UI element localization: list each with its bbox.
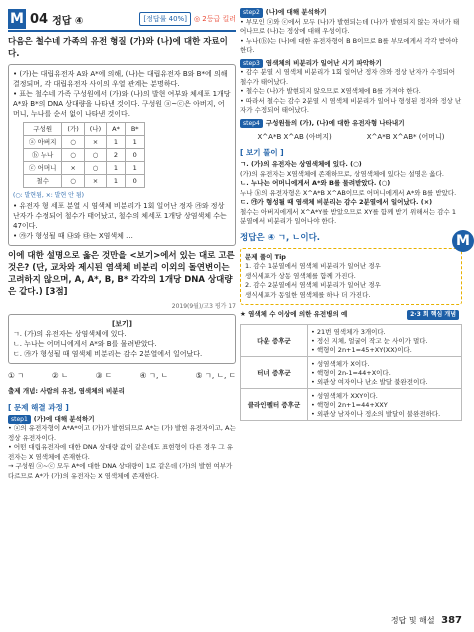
bogi-answer-1: ㄱ. (가)의 유전자는 상염색체에 있다. (○)	[240, 160, 362, 168]
step2-line: • 부모인 ⓐ와 ⓒ에서 모두 (나)가 발현되는데 (나)가 발현되지 않는 자녀가 태어나므로 (나)는 정상에 대해 우성이다.	[240, 17, 460, 35]
page-footer	[391, 615, 462, 626]
table-cell: 0	[125, 175, 144, 188]
question-header	[8, 8, 236, 32]
disease-table-title: ★ 염색체 수 이상에 의한 유전병의 예	[240, 310, 348, 318]
section-tab-marker: M	[452, 230, 474, 252]
bogi-explain-2: 누나 ⓑ의 유전자형은 X^A*B X^AB이므로 어머니에게서 A*와 B를 받았다.	[240, 188, 457, 197]
disease-label: 터너 증후군	[241, 356, 308, 388]
table-legend: (○: 발현됨, ×: 발현 안 됨)	[13, 192, 85, 199]
disease-table	[240, 324, 462, 421]
step2-title: (나)에 대해 분석하기	[265, 8, 327, 16]
disease-detail	[308, 388, 462, 420]
tip-line: 1. 감수 1분열에서 염색체 비분리가 일어난 경우	[245, 262, 381, 270]
table-cell: 1	[107, 175, 126, 188]
data-table	[23, 122, 145, 188]
bogi-item: ㄱ. (가)의 유전자는 상염색체에 있다.	[13, 330, 127, 338]
concept-note: 출제 개념: 사람의 유전, 염색체의 비분리	[8, 387, 125, 395]
table-header: A*	[107, 123, 126, 136]
table-header: (가)	[62, 123, 84, 136]
step4-title: 구성원들의 (가), (나)에 대한 유전자형 나타내기	[265, 118, 405, 127]
table-row	[24, 149, 145, 162]
disease-detail	[308, 356, 462, 388]
right-column	[240, 8, 462, 421]
detail-line: • 핵형이 2n+1=45+XY(XX)이다.	[311, 345, 412, 354]
bogi-item: ㄴ. 누나는 어머니에게서 A*와 B를 물려받았다.	[13, 340, 157, 348]
table-header: (나)	[84, 123, 106, 136]
step3-line: • 따라서 철수는 감수 2분열 시 염색체 비분리가 일어나 형성된 정자와 정상 난자가 수정되어 태어났다.	[240, 96, 462, 114]
step1-line: • ⓐ의 유전자형이 A*A*이고 (가)가 발현되므로 A*는 (가) 발현 유전자이고, A는 정상 유전자이다.	[8, 424, 236, 442]
answer-choices	[8, 370, 236, 381]
bogi-explain-3: 철수는 아버지에게서 X^A*Y를 받았으므로 XY를 함께 받기 위해서는 감수 1분열에서 비분리가 일어나야 한다.	[240, 207, 456, 225]
table-cell: 1	[107, 162, 126, 175]
table-cell: ⓒ 어머니	[24, 162, 62, 175]
detail-line: • 외관상 남자이나 정소의 발달이 불완전하다.	[311, 409, 441, 418]
step1-title: (가)에 대해 분석하기	[33, 414, 95, 423]
table-row	[241, 388, 462, 420]
condition-4: • ㉮가 형성될 때 ㉯와 ㉰는 X염색체 ...	[13, 232, 133, 240]
table-cell: 2	[107, 149, 126, 162]
disease-label: 다운 증후군	[241, 324, 308, 356]
table-row	[24, 175, 145, 188]
bogi-box	[8, 314, 236, 364]
step-tag: step1	[8, 415, 31, 425]
tip-line: 생식세포가 상동 염색체를 함께 가진다.	[245, 271, 356, 280]
answer-label: 정답 ④	[52, 15, 84, 27]
left-column	[8, 8, 236, 481]
detail-line: • 성염색체가 XXY이다.	[311, 391, 378, 400]
bogi-explain-1: (가)의 유전자는 X염색체에 존재하므로, 상염색체에 있다는 설명은 옳다.	[240, 169, 444, 178]
difficulty-badge: ◎ 2등급 킬러	[193, 15, 236, 23]
core-concept-badge: 2·3 회 핵심 개념	[407, 310, 459, 320]
step3-line: • 감수 분열 시 염색체 비분리가 1회 일어난 정자 ㉮와 정상 난자가 수정되어 철수가 태어났다.	[240, 68, 456, 86]
disease-detail	[308, 324, 462, 356]
question-number: 04	[30, 11, 49, 27]
step3-title: 염색체의 비분리가 일어난 시기 파악하기	[265, 58, 382, 67]
condition-3: • 유전자 형 세포 분열 시 염색체 비분리가 1회 일어난 정자 ㉮와 정상 난자가 수정되어 철수가 태어났고, 철수의 체세포 1개당 상염색체 수는 47이다.	[13, 202, 227, 230]
table-cell: ⓑ 누나	[24, 149, 62, 162]
genotype-figure	[240, 132, 462, 142]
step-tag: step3	[240, 59, 263, 69]
step1-line: • 어떤 대립유전자에 대한 DNA 상대량 값이 같은데도 표현형이 다른 경우 그 유전자는 X 염색체에 존재한다.	[8, 443, 234, 461]
father-genotype: X^A*B X^AB (아버지)	[257, 133, 332, 141]
table-cell: 0	[125, 149, 144, 162]
table-cell: ○	[62, 175, 84, 188]
tip-box	[240, 248, 462, 306]
step2-line: • 누나(ⓑ)는 (나)에 대한 유전자형이 B B이므로 B를 부모에게서 각각 받아야한다.	[240, 36, 458, 54]
table-row	[24, 136, 145, 149]
footer-label: 정답 및 해설	[390, 616, 435, 625]
conditions-box	[8, 64, 236, 246]
table-cell: ○	[62, 136, 84, 149]
step3-line: • 철수는 (나)가 발현되지 않으므로 X염색체에 B를 가져야 한다.	[240, 87, 421, 95]
choice-1[interactable]: ① ㄱ	[8, 371, 25, 380]
bogi-solution-title: [ 보기 풀이 ]	[240, 148, 284, 157]
table-cell: ×	[84, 136, 106, 149]
table-cell: ○	[62, 149, 84, 162]
table-row	[24, 162, 145, 175]
table-cell: ×	[62, 162, 84, 175]
detail-line: • 21번 염색체가 3개이다.	[311, 327, 386, 336]
detail-line: • 외관상 여자이나 난소 발달 불완전이다.	[311, 377, 428, 386]
table-cell: ○	[84, 162, 106, 175]
final-answer: 정답은 ④ ㄱ, ㄴ이다.	[240, 232, 321, 243]
step1-line: → 구성원 ⓐ~ⓒ 모두 A*에 대한 DNA 상대량이 1로 같은데 (가)의 발현 여부가 다르므로 A*가 (가)의 유전자는 X 염색체에 존재한다.	[8, 462, 233, 480]
section-badge: M	[8, 9, 26, 29]
condition-1: • (가)는 대립유전자 A와 A*에 의해, (나)는 대립유전자 B와 B*에 의해 결정되며, 각 대립유전자 사이의 우열 관계는 분명하다.	[13, 70, 228, 88]
page-number: 387	[441, 615, 462, 626]
step-tag: step4	[240, 119, 263, 129]
step-tag: step2	[240, 8, 263, 18]
question-text: 다음은 철수네 가족의 유전 형질 (가)와 (나)에 대한 자료이다.	[8, 37, 228, 59]
table-cell: 1	[107, 136, 126, 149]
table-row	[241, 356, 462, 388]
choice-5[interactable]: ⑤ ㄱ, ㄴ, ㄷ	[195, 371, 236, 380]
bogi-item: ㄷ. ㉮가 형성될 때 염색체 비분리는 감수 2분열에서 일어났다.	[13, 350, 203, 358]
bogi-answer-2: ㄴ. 누나는 어머니에게서 A*와 B를 물려받았다. (○)	[240, 179, 391, 187]
table-cell: 1	[125, 136, 144, 149]
table-cell: ○	[84, 149, 106, 162]
answer-rate: [정답률 40%]	[139, 12, 191, 26]
choice-4[interactable]: ④ ㄱ, ㄴ	[139, 371, 169, 380]
bogi-answer-3: ㄷ. ㉮가 형성될 때 염색체 비분리는 감수 2분열에서 일어났다. (×)	[240, 198, 433, 206]
table-cell: ⓐ 아버지	[24, 136, 62, 149]
choice-2[interactable]: ② ㄴ	[51, 371, 69, 380]
table-row	[241, 324, 462, 356]
solution-title: [ 문제 해결 과정 ]	[8, 402, 69, 412]
disease-table-header	[240, 310, 462, 320]
table-header: 구성원	[24, 123, 62, 136]
mother-genotype: X^A*B X^AB* (어머니)	[366, 133, 445, 141]
table-cell: ×	[84, 175, 106, 188]
table-header: B*	[125, 123, 144, 136]
tip-line: 2. 감수 2분열에서 염색체 비분리가 일어난 경우	[245, 281, 381, 289]
bogi-title: [보기]	[112, 320, 132, 328]
question-source: 2019(9월)/고3 평가 17	[171, 303, 236, 310]
detail-line: • 정신 지체, 얼굴이 작고 눈 사이가 멀다.	[311, 336, 428, 345]
table-cell: 1	[125, 162, 144, 175]
detail-line: • 핵형이 2n+1=44+XXY	[311, 400, 388, 409]
detail-line: • 핵형이 2n-1=44+X이다.	[311, 368, 391, 377]
table-cell: 철수	[24, 175, 62, 188]
question-prompt: 이에 대한 설명으로 옳은 것만을 <보기>에서 있는 대로 고른 것은? (단, 교차와 제시된 염색체 비분리 이외의 돌연변이는 고려하지 않으며, A, A*, B, B* 각각의 1개당 DNA 상대량은 같다.) [3점]	[8, 251, 235, 297]
condition-2: • 표는 철수네 가족 구성원에서 (가)와 (나)의 발현 여부와 체세포 1개당 A*와 B*의 DNA 상대량을 나타낸 것이다. 구성원 ⓐ~ⓒ은 아버지, 어머니, 누나를 순서 없이 나타낸 것이다.	[13, 90, 231, 118]
disease-label: 클라인펠터 증후군	[241, 388, 308, 420]
tip-title: 문제 풀이 Tip	[245, 252, 286, 261]
choice-3[interactable]: ③ ㄷ	[95, 371, 113, 380]
tip-line: 생식세포가 동일한 염색체를 하나 더 가진다.	[245, 290, 371, 299]
detail-line: • 성염색체가 X이다.	[311, 359, 370, 368]
